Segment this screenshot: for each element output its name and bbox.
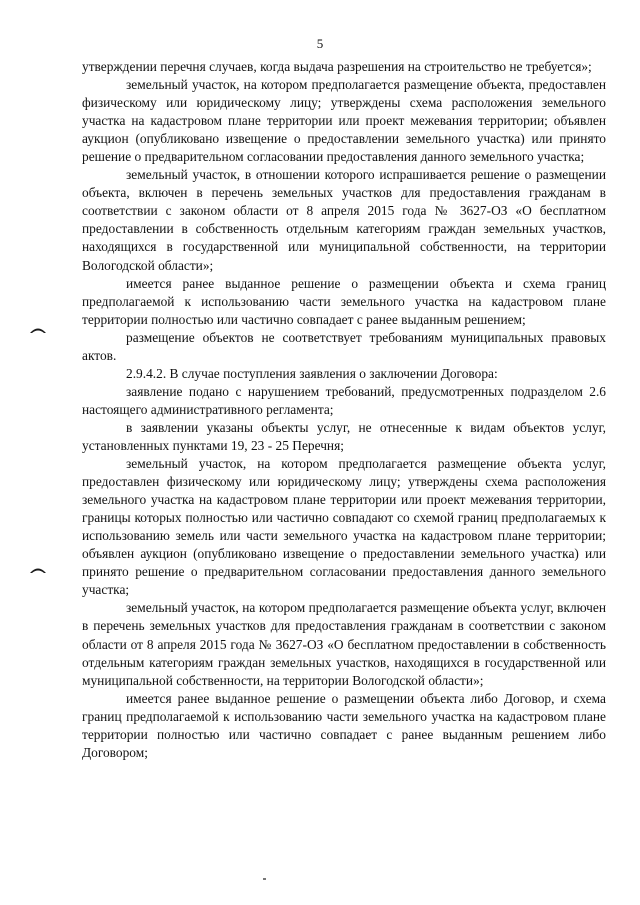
punch-hole-mark-icon bbox=[29, 325, 47, 334]
paragraph-application-violation: заявление подано с нарушением требований, предусмотренных подразделом 2.6 настоящего административного регламента; bbox=[82, 383, 606, 417]
paragraph-prior-decision-or-contract: имеется ранее выданное решение о размещении объекта либо Договор, и схема границ предполагаемой к использованию части земельного участка на кадастровом плане территории полностью или частично совпадает с ранее выданным решением либо Договором; bbox=[82, 690, 606, 760]
scan-speck bbox=[263, 878, 266, 880]
paragraph-municipal-acts: размещение объектов не соответствует требованиям муниципальных правовых актов. bbox=[82, 329, 606, 363]
paragraph-continuation: утверждении перечня случаев, когда выдача разрешения на строительство не требуется»; bbox=[82, 59, 592, 74]
paragraph-service-land-in-list: земельный участок, на котором предполагается размещение объекта услуг, включен в перечень земельных участков для предоставления гражданам в соответствии с законом области от 8 апреля 2015 года № 3627-ОЗ «О бесплатном предоставлении в собственность отдельным категориям граждан земельных участков, находящихся в государственной или муниципальной собственности, на территории Вологодской области»; bbox=[82, 600, 606, 688]
punch-hole-mark-icon bbox=[29, 565, 47, 574]
paragraph-land-provided: земельный участок, на котором предполагается размещение объекта, предоставлен физическому или юридическому лицу; утверждены схема расположения земельного участка на кадастровом плане территории или проект межевания территории; объявлен аукцион (опубликовано извещение о предоставлении земельного участка) или принято решение о предварительном согласовании предоставления данного земельного участка; bbox=[82, 77, 606, 165]
paragraph-prior-decision: имеется ранее выданное решение о размещении объекта и схема границ предполагаемой к использованию части земельного участка на кадастровом плане территории полностью или частично совпадает с ранее выданным решением; bbox=[82, 275, 606, 327]
paragraph-section-2-9-4-2: 2.9.4.2. В случае поступления заявления о заключении Договора: bbox=[126, 365, 498, 381]
paragraph-land-in-list: земельный участок, в отношении которого испрашивается решение о размещении объекта, включен в перечень земельных участков для предоставления гражданам в соответствии с законом области от 8 апреля 2015 года № 3627-ОЗ «О бесплатном предоставлении в собственность отдельным категориям граждан земельных участков, находящихся в государственной или муниципальной собственности, на территории Вологодской области»; bbox=[82, 167, 606, 273]
page-number: 5 bbox=[316, 36, 324, 51]
paragraph-service-land-provided: земельный участок, на котором предполагается размещение объекта услуг, предоставлен физическому или юридическому лицу; утверждены схема расположения земельного участка на кадастровом плане территории или проект межевания территории, границы которых полностью или частично совпадают со схемой границ предполагаемых к использованию земель или части земельного участка на кадастровом плане территории; объявлен аукцион (опубликовано извещение о предоставлении земельного участка) или принято решение о предварительном согласовании предоставления данного земельного участка; bbox=[82, 456, 606, 598]
paragraph-service-objects: в заявлении указаны объекты услуг, не отнесенные к видам объектов услуг, установленных пунктами 19, 23 - 25 Перечня; bbox=[82, 419, 606, 453]
document-body bbox=[82, 58, 606, 762]
